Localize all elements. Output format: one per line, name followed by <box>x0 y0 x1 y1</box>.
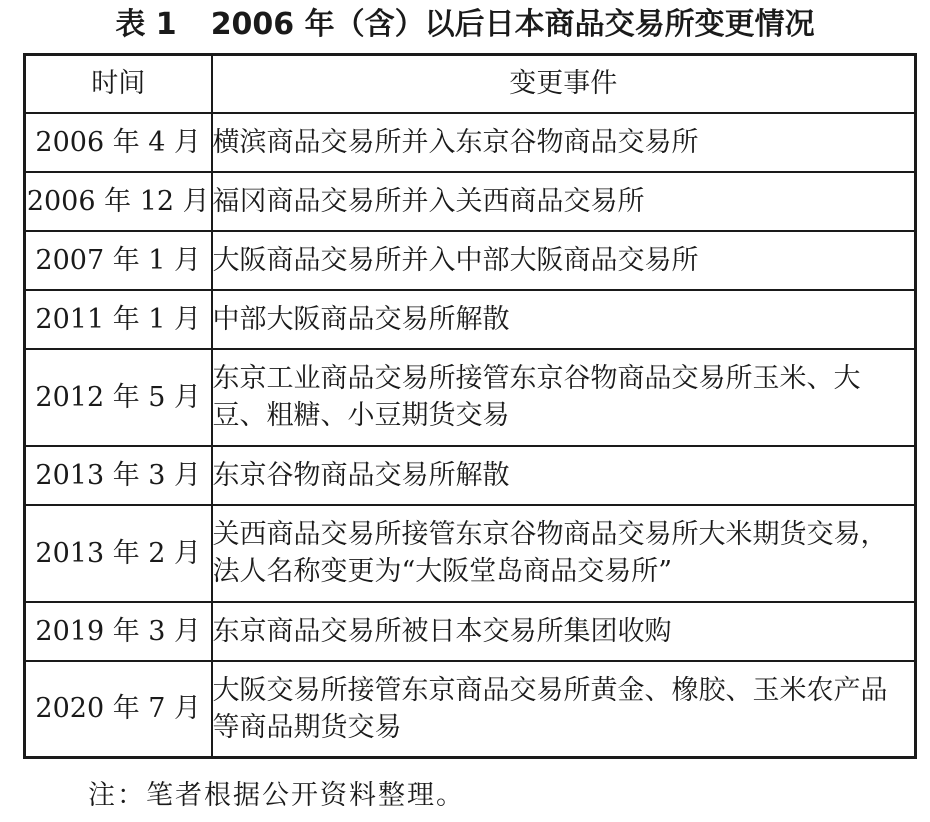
row-time: 2013 年 3 月 <box>25 446 212 505</box>
row-time: 2007 年 1 月 <box>25 231 212 290</box>
table-row <box>25 446 916 505</box>
row-time: 2006 年 4 月 <box>25 113 212 172</box>
header-event: 变更事件 <box>212 55 916 113</box>
table-note: 注：笔者根据公开资料整理。 <box>88 780 465 811</box>
row-time: 2011 年 1 月 <box>25 290 212 349</box>
table-header-row <box>25 55 916 113</box>
row-time: 2020 年 7 月 <box>25 661 212 758</box>
table-row <box>25 231 916 290</box>
header-time: 时间 <box>25 55 212 113</box>
table-row <box>25 505 916 602</box>
table-title <box>0 2 930 48</box>
table-row <box>25 349 916 446</box>
table-row <box>25 113 916 172</box>
row-event: 福冈商品交易所并入关西商品交易所 <box>212 172 916 231</box>
row-event: 中部大阪商品交易所解散 <box>212 290 916 349</box>
row-time: 2013 年 2 月 <box>25 505 212 602</box>
row-event: 关西商品交易所接管东京谷物商品交易所大米期货交易，法人名称变更为“大阪堂岛商品交易所” <box>212 505 916 602</box>
table-row <box>25 290 916 349</box>
row-event: 横滨商品交易所并入东京谷物商品交易所 <box>212 113 916 172</box>
row-time: 2006 年 12 月 <box>25 172 212 231</box>
row-event: 大阪交易所接管东京商品交易所黄金、橡胶、玉米农产品等商品期货交易 <box>212 661 916 758</box>
table-row <box>25 172 916 231</box>
events-table <box>23 53 917 759</box>
table-number: 表 1 <box>115 7 177 42</box>
row-time: 2019 年 3 月 <box>25 602 212 661</box>
row-event: 大阪商品交易所并入中部大阪商品交易所 <box>212 231 916 290</box>
table-row <box>25 602 916 661</box>
table-title-text: 2006 年（含）以后日本商品交易所变更情况 <box>210 7 815 42</box>
row-event: 东京商品交易所被日本交易所集团收购 <box>212 602 916 661</box>
row-time: 2012 年 5 月 <box>25 349 212 446</box>
table-row <box>25 661 916 758</box>
row-event: 东京谷物商品交易所解散 <box>212 446 916 505</box>
row-event: 东京工业商品交易所接管东京谷物商品交易所玉米、大豆、粗糖、小豆期货交易 <box>212 349 916 446</box>
